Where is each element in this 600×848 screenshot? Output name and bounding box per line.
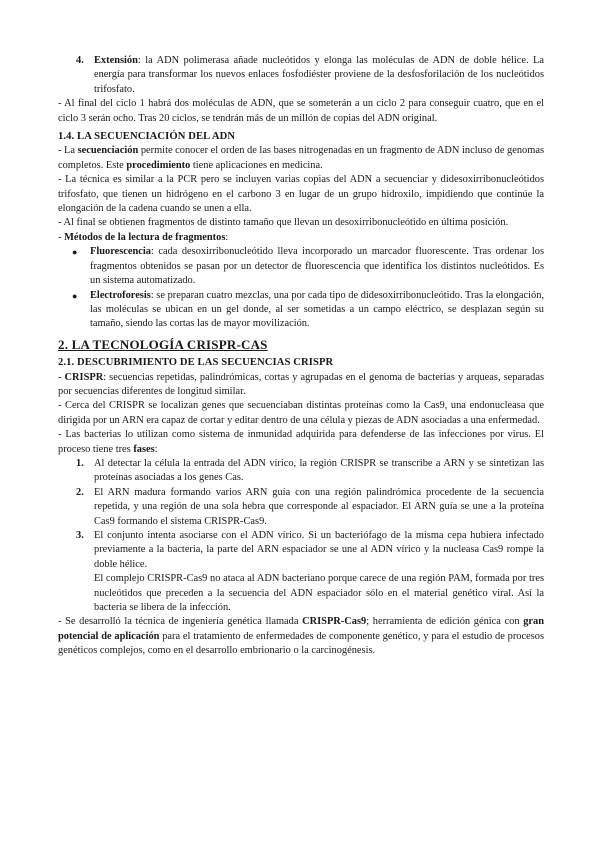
text-span: - Las bacterias lo utilizan como sistema de inmunidad adquirida para defenderse de las infecciones por virus. El proceso tiene tres — [58, 429, 544, 455]
term-secuenciacion: secuenciación — [77, 145, 139, 157]
document-page — [58, 54, 544, 659]
term-extension: Extensión — [94, 55, 138, 66]
bullet-electroforesis — [72, 289, 544, 332]
term-electroforesis: Electroforesis — [90, 289, 151, 301]
bullet-icon: ● — [72, 290, 78, 301]
term-crispr-cas9: CRISPR-Cas9 — [302, 616, 367, 628]
text-span: : se preparan cuatro mezclas, una por cada tipo de didesoxirribonucleótido. Tras la elongación, las moléculas se ubican en un gel donde, al ser sometidas a un campo eléctrico, se desplazan según su tamaño, siendo las cortas las de mayor movilización. — [90, 289, 544, 330]
list-item-fase-2 — [76, 486, 544, 529]
bullet-text — [90, 289, 544, 332]
term-metodos: Métodos de la lectura de fragmentos — [64, 231, 226, 243]
list-text: Al detectar la célula la entrada del ADN vírico, la región CRISPR se transcribe a ARN y se sintetizan las proteínas asociadas a los genes Cas. — [94, 457, 544, 484]
list-item-extension — [76, 54, 544, 97]
term-procedimiento: procedimiento — [126, 159, 191, 171]
term-crispr: CRISPR — [64, 371, 104, 383]
section-title-descubrimiento: 2.1. DESCUBRIMIENTO DE LAS SECUENCIAS CRISPR — [58, 357, 334, 369]
list-number: 1. — [76, 457, 84, 469]
section-title-secuenciacion: 1.4. LA SECUENCIACIÓN DEL ADN — [58, 131, 236, 143]
text-span: : cada desoxirribonucleótido lleva incorporado un marcador fluorescente. Tras ordenar los fragmentos obtenidos se pasan por un detector de fluorescencia que identifica los distintos nucleótidos. Es un sistema automatizado. — [90, 246, 544, 287]
paragraph-metodos — [58, 231, 544, 245]
chapter-title-crispr: 2. LA TECNOLOGÍA CRISPR-CAS — [58, 336, 268, 352]
text-span: : secuencias repetidas, palindrómicas, cortas y agrupadas en el genoma de bacterias y arqueas, separadas por secuencias diferentes de longitud similar. — [58, 371, 544, 397]
text-span: tiene aplicaciones en medicina. — [190, 159, 323, 171]
paragraph-inmunidad — [58, 428, 544, 457]
paragraph-fragmentos: - Al final se obtienen fragmentos de distinto tamaño que llevan un desoxirribonucleótido en última posición. — [58, 217, 509, 229]
list-item-fase-3 — [76, 529, 544, 572]
text-span: - — [58, 231, 65, 243]
text-span: - Se desarrolló la técnica de ingeniería genética llamada — [58, 616, 303, 628]
text-span: ; herramienta de edición génica con — [366, 616, 524, 628]
term-fases: fases — [133, 443, 155, 455]
paragraph-crispr-cas9 — [58, 615, 544, 658]
list-text: El conjunto intenta asociarse con el ADN vírico. Si un bacteriófago de la misma cepa hubiera infectado previamente a la bacteria, la parte del ARN espaciador se une al ADN vírico y la nucleasa Cas9 rompe la doble hélice. — [94, 530, 544, 570]
text-span: : — [154, 443, 158, 455]
list-item-fase-1 — [76, 457, 544, 486]
paragraph-secuenciacion — [58, 144, 544, 173]
term-fluorescencia: Fluorescencia — [90, 246, 151, 258]
extension-text: : la ADN polimerasa añade nucleótidos y elonga las moléculas de ADN de doble hélice. La energía para transformar los nuevos enlaces fosfodiéster proviene de la desfosforilación de los nucleótidos trifosfato. — [94, 55, 544, 95]
text-span: - — [58, 371, 65, 383]
bullet-fluorescencia — [72, 245, 544, 288]
list-number: 4. — [76, 55, 84, 66]
term-gran-potencial: gran potencial de aplicación — [58, 616, 544, 642]
paragraph-cas9: - Cerca del CRISPR se localizan genes que secuenciaban distintas proteínas como la Cas9, una endonucleasa que dirigida por un ARN era capaz de cortar y editar dentro de una célula y piezas de ADN asociadas a una enfermedad. — [58, 400, 544, 426]
list-text — [94, 54, 544, 97]
paragraph-pam: El complejo CRISPR-Cas9 no ataca al ADN bacteriano porque carece de una región PAM, formada por tres nucleótidos que preceden a la secuencia del ADN espaciador sólo en el material genético viral. Así la bacteria se libera de la infección. — [94, 573, 544, 614]
text-span: : — [225, 231, 229, 243]
text-span: permite conocer el orden de las bases nitrogenadas en un fragmento de ADN incluso de genomas completos. Este — [58, 145, 544, 171]
bullet-icon: ● — [72, 247, 78, 258]
list-number: 2. — [76, 486, 84, 498]
text-span: para el tratamiento de enfermedades de componente genético, y para el estudio de procesos genéticos complejos, como en el desarrollo embrionario o la carcinogénesis. — [58, 630, 544, 657]
list-text: El ARN madura formando varios ARN guía con una región palindrómica procedente de la secuencia repetida, y una región de una sola hebra que corresponde al espaciador. El ARN guía se une a la proteína Cas9 formando el sistema CRISPR-Cas9. — [94, 486, 544, 527]
text-span: - La — [58, 145, 78, 157]
bullet-text — [90, 245, 544, 288]
paragraph-ciclo: - Al final del ciclo 1 habrá dos moléculas de ADN, que se someterán a un ciclo 2 para conseguir cuatro, que en el ciclo 3 serán ocho. Tras 20 ciclos, se tendrán más de un millón de copias del ADN original. — [58, 98, 544, 124]
paragraph-crispr — [58, 371, 544, 400]
paragraph-tecnica: - La técnica es similar a la PCR pero se incluyen varias copias del ADN a secuenciar y didesoxirribonucleótidos trifosfato, que tienen un hidrógeno en el carbono 3 en lugar de un grupo hidroxilo, impidiendo que continúe la elongación de la cadena cuando se unen a ella. — [58, 174, 544, 215]
list-number: 3. — [76, 530, 84, 541]
